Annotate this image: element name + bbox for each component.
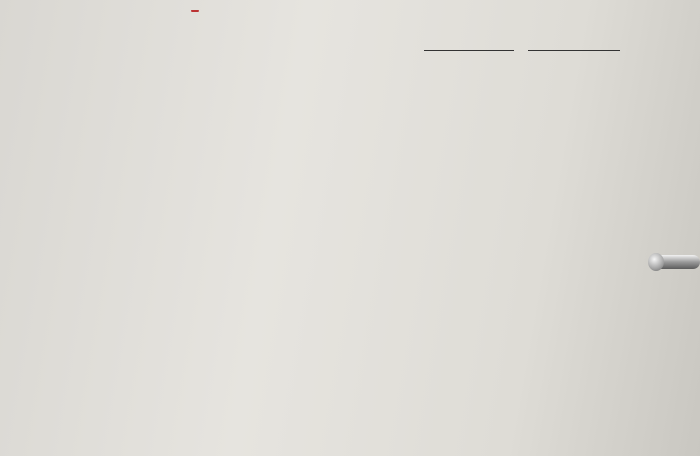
column-header-jb50 — [424, 50, 514, 51]
problem-id-badge — [191, 10, 199, 12]
problem-header — [236, 10, 676, 22]
device-knob-cap — [648, 253, 664, 271]
column-header-jb60 — [528, 50, 620, 51]
